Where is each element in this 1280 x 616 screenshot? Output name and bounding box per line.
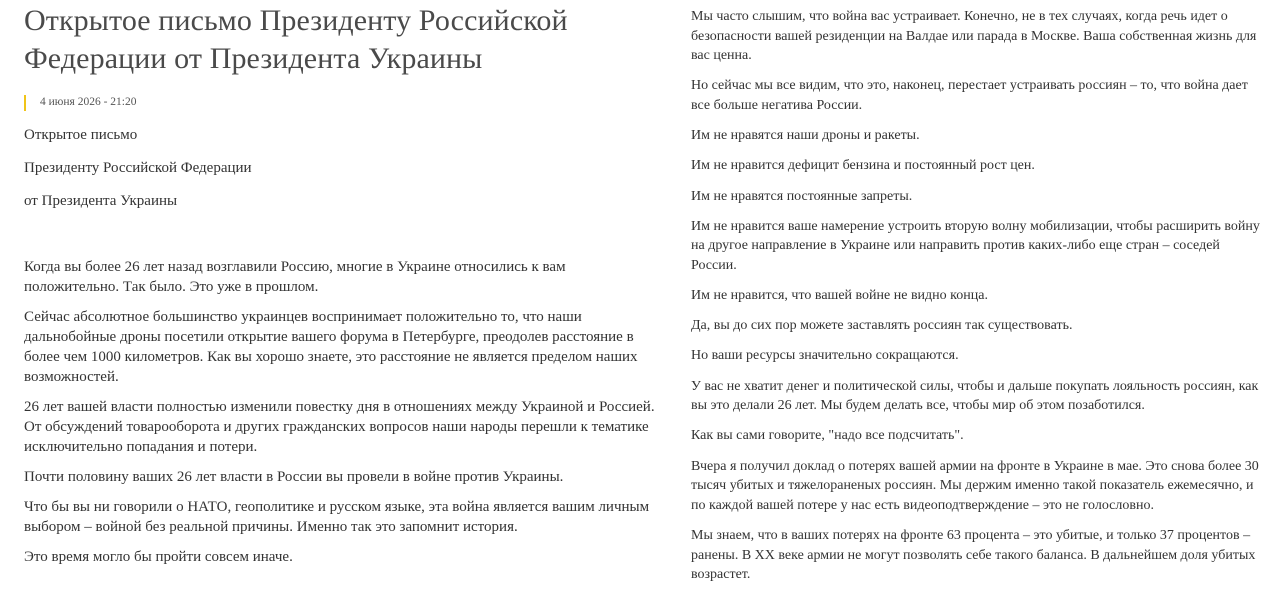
paragraph: Но ваши ресурсы значительно сокращаются. (691, 348, 959, 364)
paragraph: 26 лет вашей власти полностью изменили повестку дня в отношениях между Украиной и Россией. От обсуждений товарооборота и других гражданских вопросов наши народы перешли к тематике исключительно попадания и потери. (24, 399, 655, 455)
article-body-left (24, 257, 664, 567)
paragraph: Им не нравится, что вашей войне не видно конца. (691, 288, 988, 304)
paragraph: Как вы сами говорите, "надо все подсчитать". (691, 428, 964, 444)
paragraph: Им не нравятся постоянные запреты. (691, 188, 913, 204)
paragraph: Что бы вы ни говорили о НАТО, геополитике и русском языке, эта война является вашим личным выбором – войной без реальной причины. Именно так это запомнит история. (24, 499, 650, 535)
paragraph: Им не нравится ваше намерение устроить вторую волну мобилизации, чтобы расширить войну на другое направление в Украине или направить против каких-либо еще стран – соседей России. (691, 218, 1260, 273)
paragraph: У вас не хватит денег и политической силы, чтобы и дальше покупать лояльность россиян, как вы это делали 26 лет. Мы будем делать все, чтобы мир об этом позаботился. (691, 378, 1259, 414)
article-left-column (24, 0, 664, 577)
paragraph: Это время могло бы пройти совсем иначе. (24, 549, 293, 565)
addressee-line: от Президента Украины (24, 193, 178, 209)
article-meta (24, 92, 664, 112)
paragraph: Сейчас абсолютное большинство украинцев воспринимает положительно то, что наши дальнобойные дроны посетили открытие вашего форума в Петербурге, преодолев расстояние в более чем 1000 километров. Как вы хорошо знаете, это расстояние не является пределом наших возможностей. (24, 309, 638, 385)
addressee-line: Открытое письмо (24, 127, 138, 143)
paragraph: Но сейчас мы все видим, что это, наконец, перестает устраивать россиян – то, что война дает все больше негатива России. (691, 78, 1248, 113)
paragraph: Да, вы до сих пор можете заставлять россиян так существовать. (691, 318, 1073, 334)
paragraph: Когда вы более 26 лет назад возглавили Россию, многие в Украине относились к вам положительно. Так было. Это уже в прошлом. (24, 259, 566, 295)
paragraph: Им не нравятся наши дроны и ракеты. (691, 128, 920, 144)
paragraph: Мы часто слышим, что война вас устраивает. Конечно, не в тех случаях, когда речь идет о безопасности вашей резиденции на Валдае или парада в Москве. Ваша собственная жизнь для вас ценна. (691, 9, 1257, 64)
publish-date: 4 июня 2026 - 21:20 (40, 96, 137, 108)
paragraph: Вчера я получил доклад о потерях вашей армии на фронте в Украине в мае. Это снова более 30 тысяч убитых и тяжелораненых россиян. Мы держим именно такой показатель ежемесячно, и по каждой вашей потере у нас есть видеоподтверждение – это не голословно. (691, 458, 1259, 513)
paragraph: Мы знаем, что в ваших потерях на фронте 63 процента – это убитые, и только 37 процентов – ранены. В XX веке армии не могут позволять себе такого баланса. В дальнейшем доля убитых возрастет. (691, 528, 1256, 583)
article-title: Открытое письмо Президенту Российской Федерации от Президента Украины (24, 4, 568, 75)
date-accent-bar (24, 95, 26, 111)
article-right-column (691, 0, 1266, 595)
paragraph: Почти половину ваших 26 лет власти в России вы провели в войне против Украины. (24, 469, 564, 485)
paragraph: Им не нравится дефицит бензина и постоянный рост цен. (691, 158, 1035, 174)
addressee-line: Президенту Российской Федерации (24, 160, 252, 176)
